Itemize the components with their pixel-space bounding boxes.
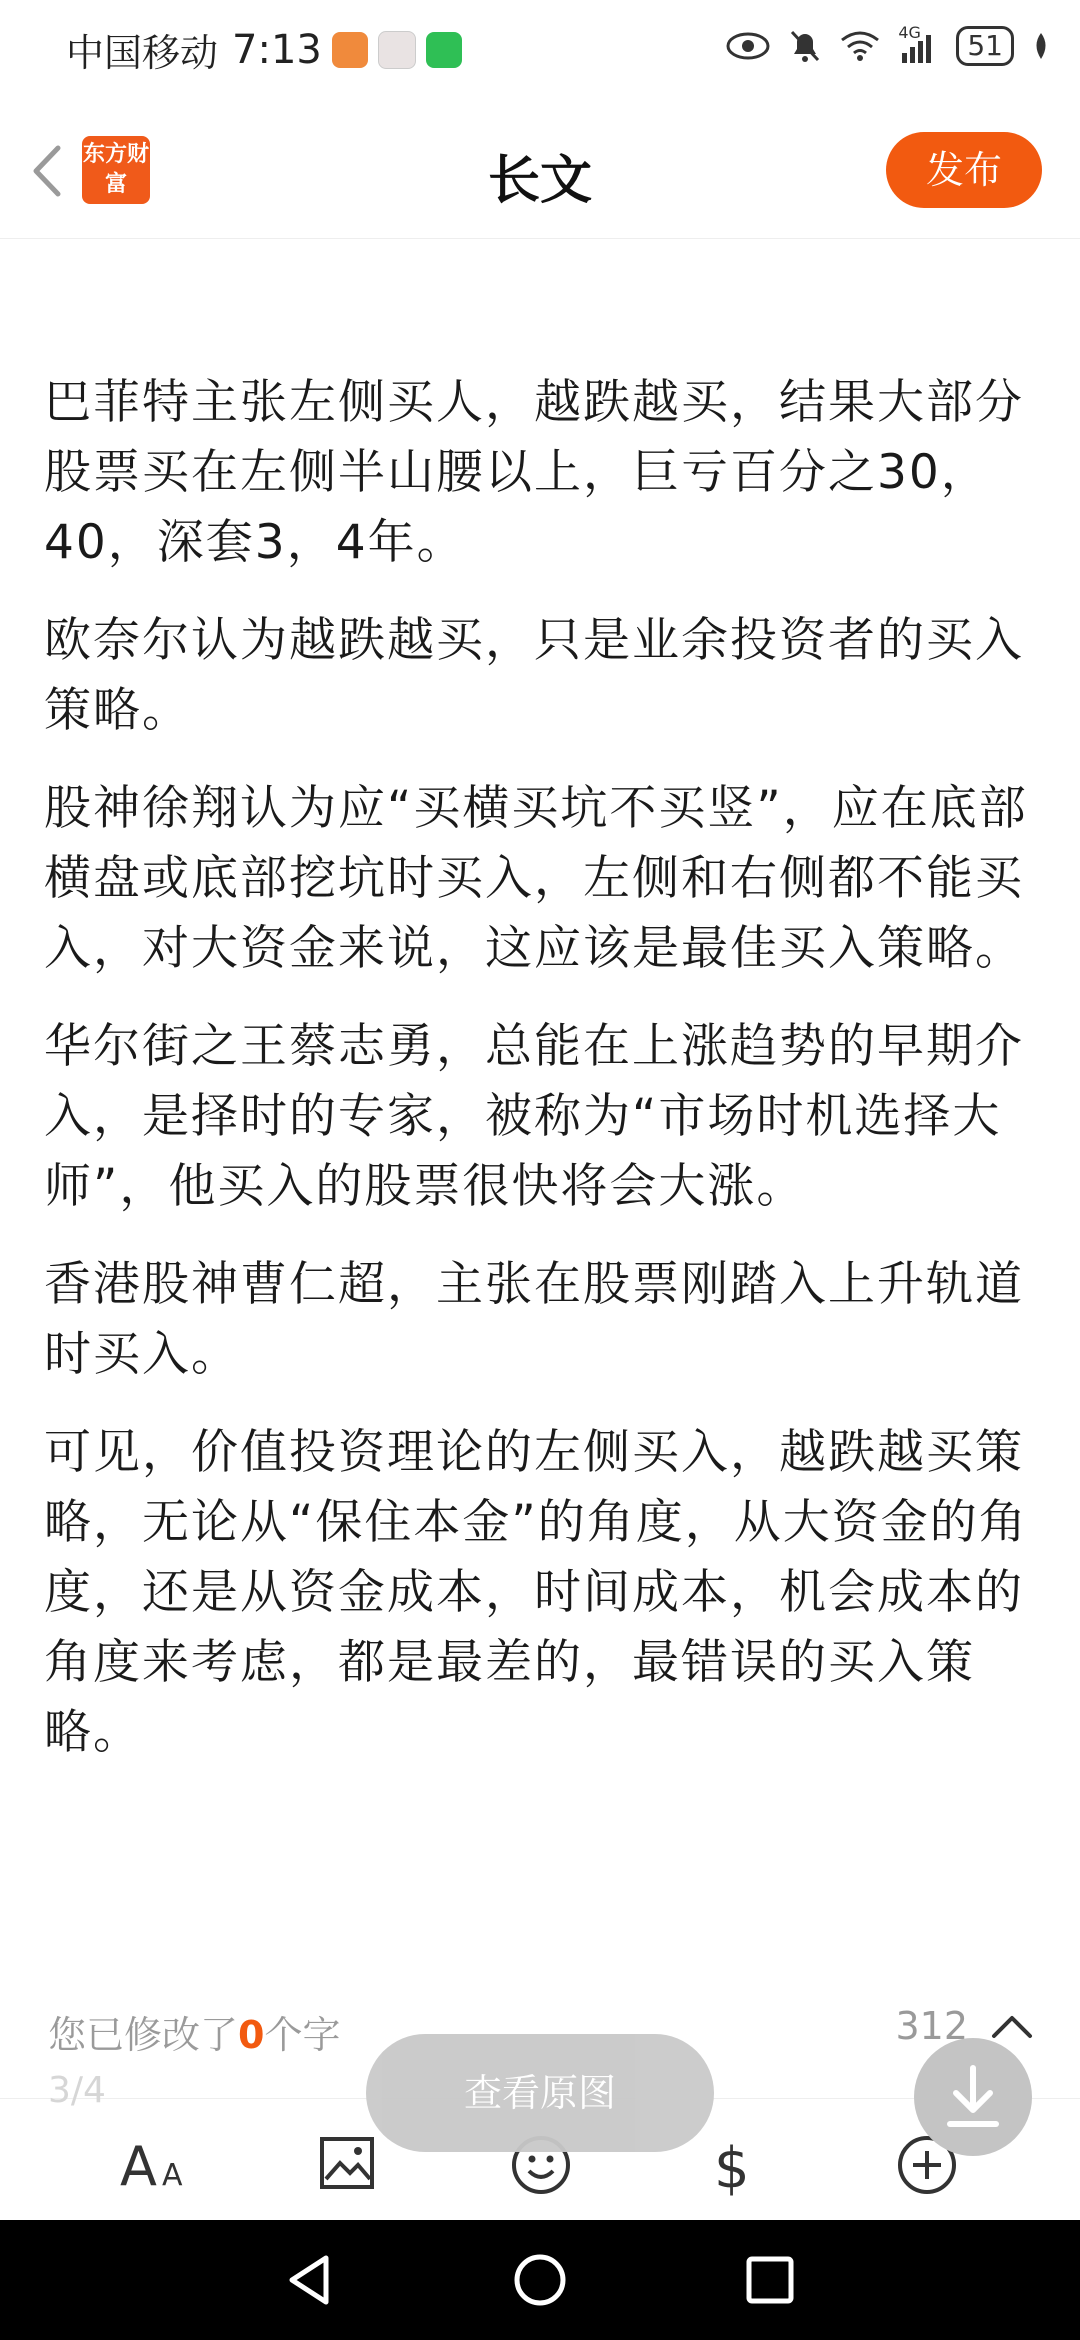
battery-indicator: 51: [956, 26, 1014, 66]
insert-image-button[interactable]: [312, 2129, 382, 2199]
image-icon: [312, 2129, 382, 2199]
stock-symbol-button[interactable]: [700, 2129, 770, 2199]
page-title: 长文: [487, 151, 592, 211]
edit-suffix: 个字: [264, 2013, 341, 2057]
dollar-icon: [700, 2129, 770, 2199]
wifi-icon: [840, 30, 880, 62]
article-paragraph[interactable]: 巴菲特主张左侧买人，越跌越买，结果大部分股票买在左侧半山腰以上，巨亏百分之30，40，深套3，4年。: [44, 375, 1024, 570]
square-recents-icon: [742, 2252, 798, 2308]
status-left: [66, 22, 462, 77]
download-button[interactable]: [914, 2038, 1032, 2156]
font-size-icon: [118, 2129, 198, 2199]
article-paragraph[interactable]: 香港股神曹仁超，主张在股票刚踏入上升轨道时买入。: [44, 1257, 1024, 1382]
signal-icon: [898, 23, 938, 63]
app-notification-icon: [332, 32, 368, 68]
font-size-button[interactable]: [118, 2129, 188, 2199]
view-original-button[interactable]: 查看原图: [366, 2034, 714, 2152]
app-notification-icon: [378, 31, 416, 69]
article-paragraph[interactable]: 股神徐翔认为应“买横买坑不买竖”，应在底部横盘或底部挖坑时买入，左侧和右侧都不能买入，对大资金来说，这应该是最佳买入策略。: [44, 781, 1028, 976]
publish-button[interactable]: 发布: [886, 132, 1042, 208]
article-paragraph[interactable]: 可见，价值投资理论的左侧买入，越跌越买策略，无论从“保住本金”的角度，从大资金的角度，还是从资金成本，时间成本，机会成本的角度来考虑，都是最差的，最错误的买入策略。: [44, 1425, 1028, 1760]
carrier-label: 中国移动: [66, 31, 219, 75]
page-indicator: 3/4: [48, 2070, 106, 2111]
svg-text:$: $: [714, 2136, 750, 2199]
edit-prefix: 您已修改了: [48, 2013, 239, 2057]
mute-bell-icon: [788, 28, 822, 64]
svg-text:A: A: [162, 2158, 183, 2193]
download-icon: [914, 2038, 1032, 2156]
nav-recents-button[interactable]: [742, 2252, 798, 2308]
article-paragraph[interactable]: 欧奈尔认为越跌越买，只是业余投资者的买入策略。: [44, 613, 1024, 738]
nav-home-button[interactable]: [512, 2252, 568, 2308]
edit-status: [48, 2004, 340, 2059]
circle-home-icon: [512, 2252, 568, 2308]
app-logo: 东方财富: [82, 136, 150, 204]
system-nav-bar: [0, 2220, 1080, 2340]
status-bar: [0, 0, 1080, 100]
eye-icon: [726, 31, 770, 61]
status-right: [726, 23, 1050, 66]
edit-count: 0: [238, 2013, 265, 2057]
leaf-icon: [1032, 31, 1050, 61]
char-count: 312: [895, 2004, 968, 2048]
clock: 7:13: [232, 26, 322, 73]
svg-text:A: A: [120, 2135, 157, 2198]
wechat-notification-icon: [426, 32, 462, 68]
network-type: 4G: [898, 23, 921, 42]
triangle-back-icon: [282, 2252, 338, 2308]
app-header: [0, 100, 1080, 239]
article-paragraph[interactable]: 华尔街之王蔡志勇，总能在上涨趋势的早期介入，是择时的专家，被称为“市场时机选择大师”，他买入的股票很快将会大涨。: [44, 1019, 1024, 1214]
nav-back-button[interactable]: [282, 2252, 338, 2308]
article-editor[interactable]: [44, 368, 1044, 1796]
